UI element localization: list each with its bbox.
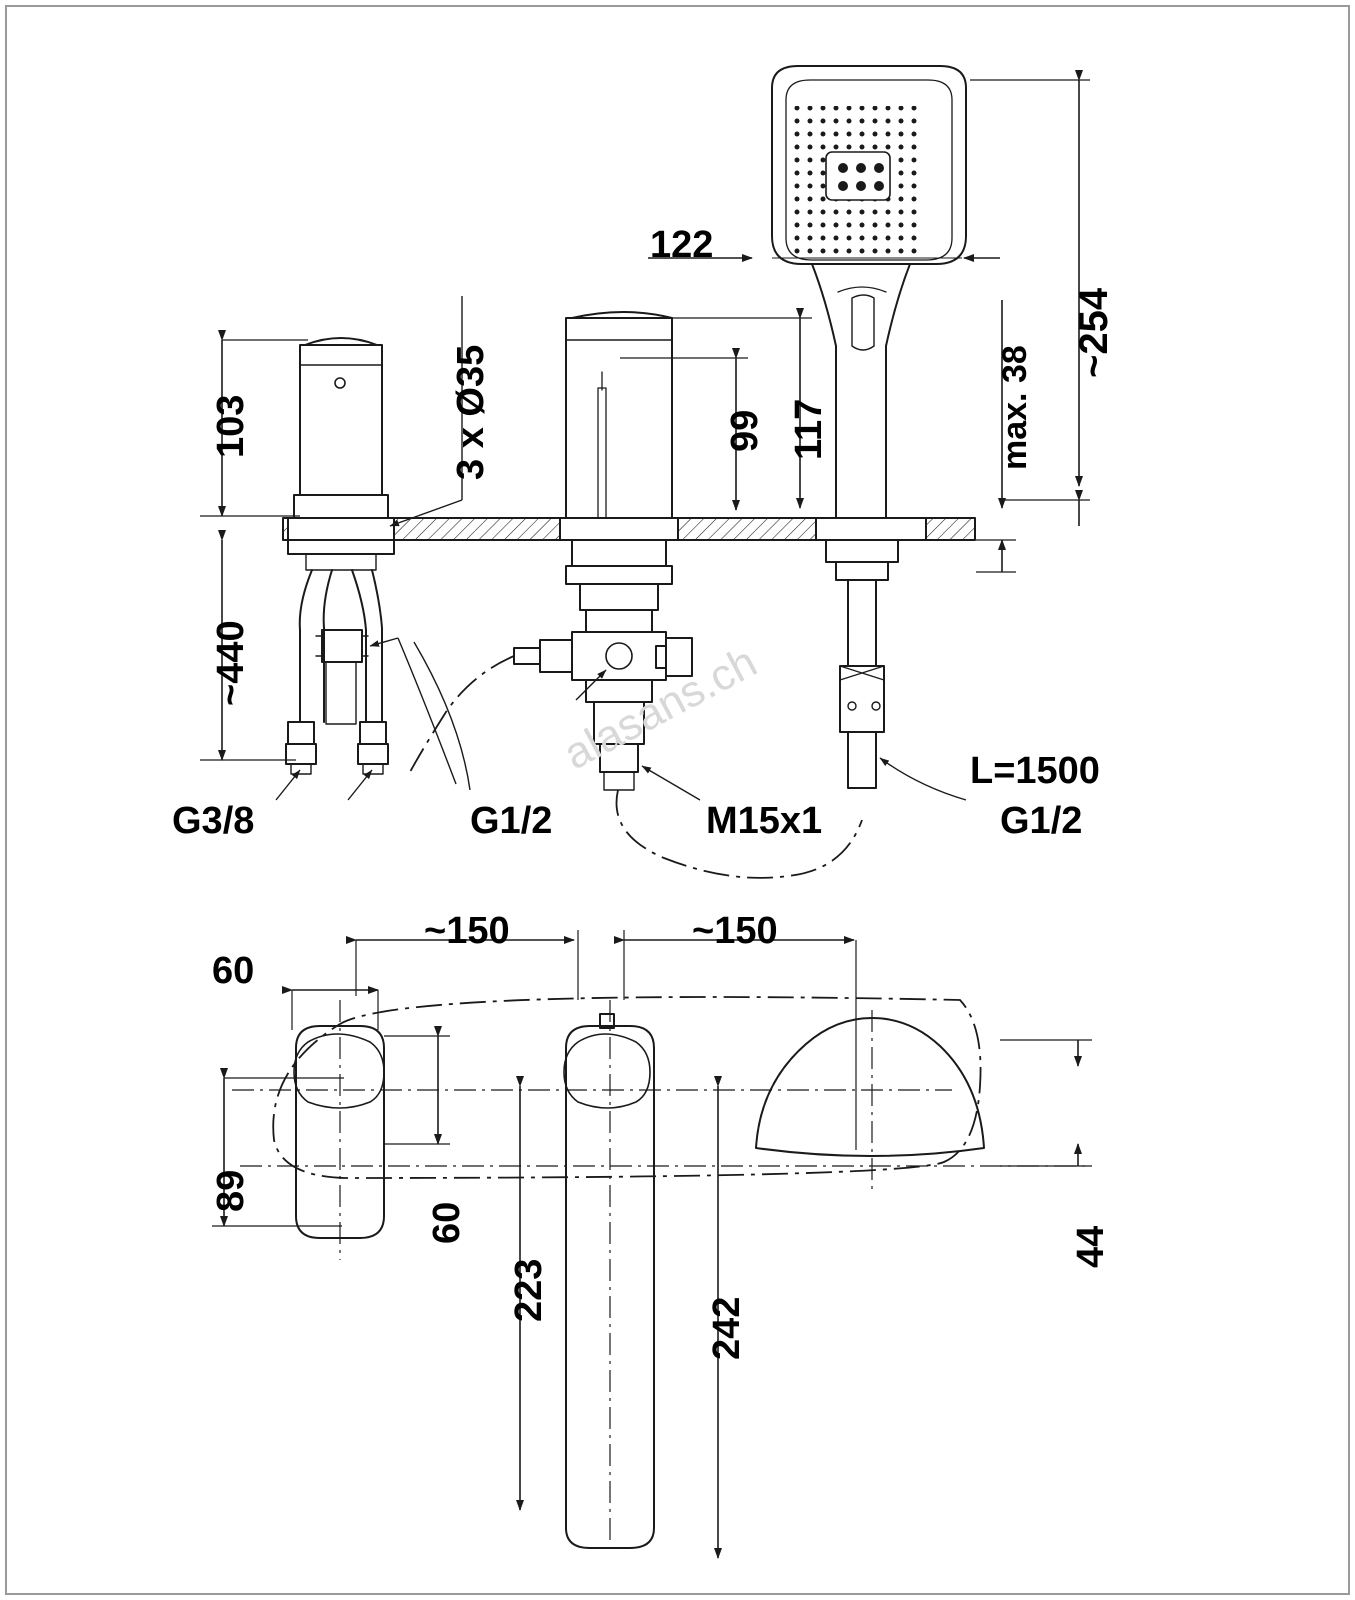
watermark-text: alasans.ch xyxy=(556,637,765,780)
dim-handle-60: 60 xyxy=(212,950,255,992)
dim-handle-60b: 60 xyxy=(426,1201,468,1244)
dim-spacing-left: ~150 xyxy=(424,910,510,952)
label-g12-left: G1/2 xyxy=(470,800,553,842)
dim-spacing-right: ~150 xyxy=(692,910,778,952)
dim-hose-440: ~440 xyxy=(210,620,252,706)
dim-spout-117: 117 xyxy=(788,398,830,460)
dim-plan-89: 89 xyxy=(210,1169,252,1212)
dim-handshower-width: 122 xyxy=(650,224,714,266)
dim-spout-242: 242 xyxy=(706,1296,748,1360)
dim-max-thickness: max. 38 xyxy=(996,345,1034,470)
label-g38: G3/8 xyxy=(172,800,255,842)
dim-plan-44: 44 xyxy=(1070,1225,1112,1268)
dim-spout-223: 223 xyxy=(508,1258,550,1322)
label-m15x1: M15x1 xyxy=(706,800,823,842)
label-hose-length: L=1500 xyxy=(970,750,1100,792)
dim-handshower-total: ~254 xyxy=(1072,287,1116,378)
dim-holes: 3 x Ø35 xyxy=(450,344,492,480)
label-g12-hose: G1/2 xyxy=(1000,800,1083,842)
dim-spout-99: 99 xyxy=(724,409,766,452)
dim-handle-103: 103 xyxy=(210,394,252,458)
